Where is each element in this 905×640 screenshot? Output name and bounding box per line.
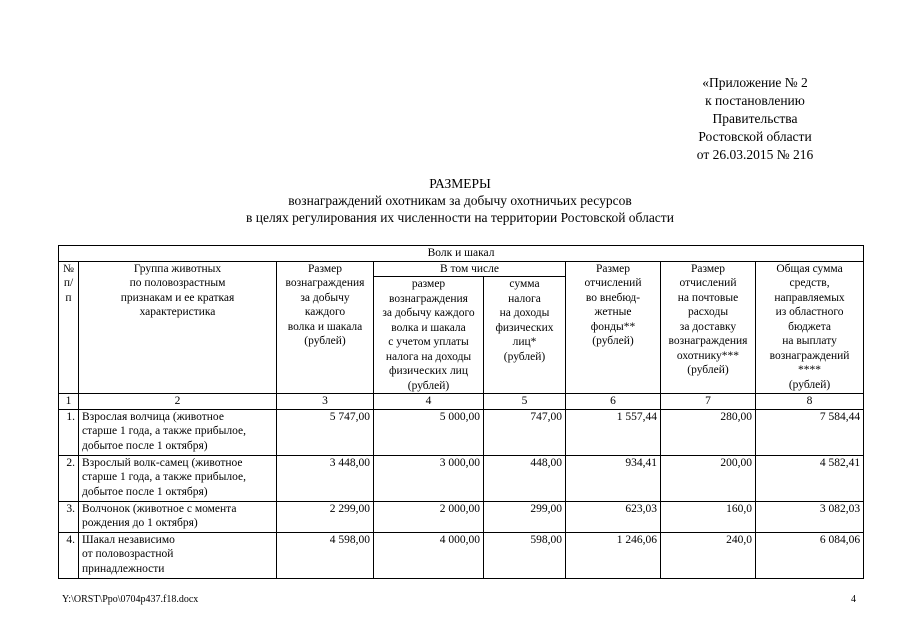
header-total: Общая сумма средств, направляемых из областного бюджета на выплату вознаграждений **** (рублей) [756,261,864,394]
row-reward: 3 448,00 [277,455,374,501]
row-postal: 160,0 [661,501,756,532]
row-reward-net: 5 000,00 [374,409,484,455]
row-tax: 747,00 [484,409,566,455]
row-number: 4. [59,532,79,578]
rewards-table [58,245,864,579]
row-number: 1. [59,409,79,455]
header-including: В том числе [374,261,566,277]
column-number: 7 [661,394,756,410]
row-total: 3 082,03 [756,501,864,532]
row-reward: 5 747,00 [277,409,374,455]
group-header-row [59,246,864,262]
row-reward-net: 4 000,00 [374,532,484,578]
row-tax: 598,00 [484,532,566,578]
row-group: Шакал независимо от половозрастной принадлежности [79,532,277,578]
page-number: 4 [851,594,856,605]
appendix-note [650,74,860,164]
header-group: Группа животных по половозрастным признакам и ее краткая характеристика [79,261,277,394]
row-group: Взрослая волчица (животное старше 1 года, а также прибылое, добытое после 1 октября) [79,409,277,455]
row-funds: 1 557,44 [566,409,661,455]
header-funds: Размер отчислений во внебюд- жетные фонды** (рублей) [566,261,661,394]
appendix-line: «Приложение № 2 [702,75,808,90]
title-line: в целях регулирования их численности на территории Ростовской области [246,210,674,225]
column-number: 8 [756,394,864,410]
row-total: 6 084,06 [756,532,864,578]
appendix-line: от 26.03.2015 № 216 [696,147,814,162]
header-row [59,261,864,277]
row-total: 4 582,41 [756,455,864,501]
header-reward-net: размер вознаграждения за добычу каждого волка и шакала с учетом уплаты налога на доходы физических лиц (рублей) [374,277,484,394]
appendix-line: к постановлению [705,93,805,108]
column-number: 4 [374,394,484,410]
column-numbers-row [59,394,864,410]
row-reward-net: 2 000,00 [374,501,484,532]
row-number: 3. [59,501,79,532]
table-row [59,409,864,455]
row-tax: 299,00 [484,501,566,532]
column-number: 6 [566,394,661,410]
row-number: 2. [59,455,79,501]
row-postal: 200,00 [661,455,756,501]
file-path: Y:\ORST\Ppo\0704p437.f18.docx [62,594,199,605]
header-reward: Размер вознаграждения за добычу каждого волка и шакала (рублей) [277,261,374,394]
row-group: Взрослый волк-самец (животное старше 1 года, а также прибылое, добытое после 1 октября) [79,455,277,501]
column-number: 1 [59,394,79,410]
row-group: Волчонок (животное с момента рождения до 1 октября) [79,501,277,532]
row-reward-net: 3 000,00 [374,455,484,501]
column-number: 3 [277,394,374,410]
table-row [59,532,864,578]
row-reward: 4 598,00 [277,532,374,578]
row-postal: 280,00 [661,409,756,455]
column-number: 5 [484,394,566,410]
header-tax: сумма налога на доходы физических лиц* (рублей) [484,277,566,394]
table-row [59,455,864,501]
table-row [59,501,864,532]
row-total: 7 584,44 [756,409,864,455]
row-funds: 1 246,06 [566,532,661,578]
group-header-cell: Волк и шакал [59,246,864,262]
appendix-line: Правительства [712,111,798,126]
appendix-line: Ростовской области [698,129,812,144]
column-number: 2 [79,394,277,410]
title-heading: РАЗМЕРЫ [429,176,491,191]
title-line: вознаграждений охотникам за добычу охотничьих ресурсов [288,193,632,208]
header-postal: Размер отчислений на почтовые расходы за доставку вознаграждения охотнику*** (рублей) [661,261,756,394]
row-funds: 623,03 [566,501,661,532]
document-title [120,175,800,226]
header-num: № п/п [59,261,79,394]
row-postal: 240,0 [661,532,756,578]
row-reward: 2 299,00 [277,501,374,532]
row-tax: 448,00 [484,455,566,501]
row-funds: 934,41 [566,455,661,501]
